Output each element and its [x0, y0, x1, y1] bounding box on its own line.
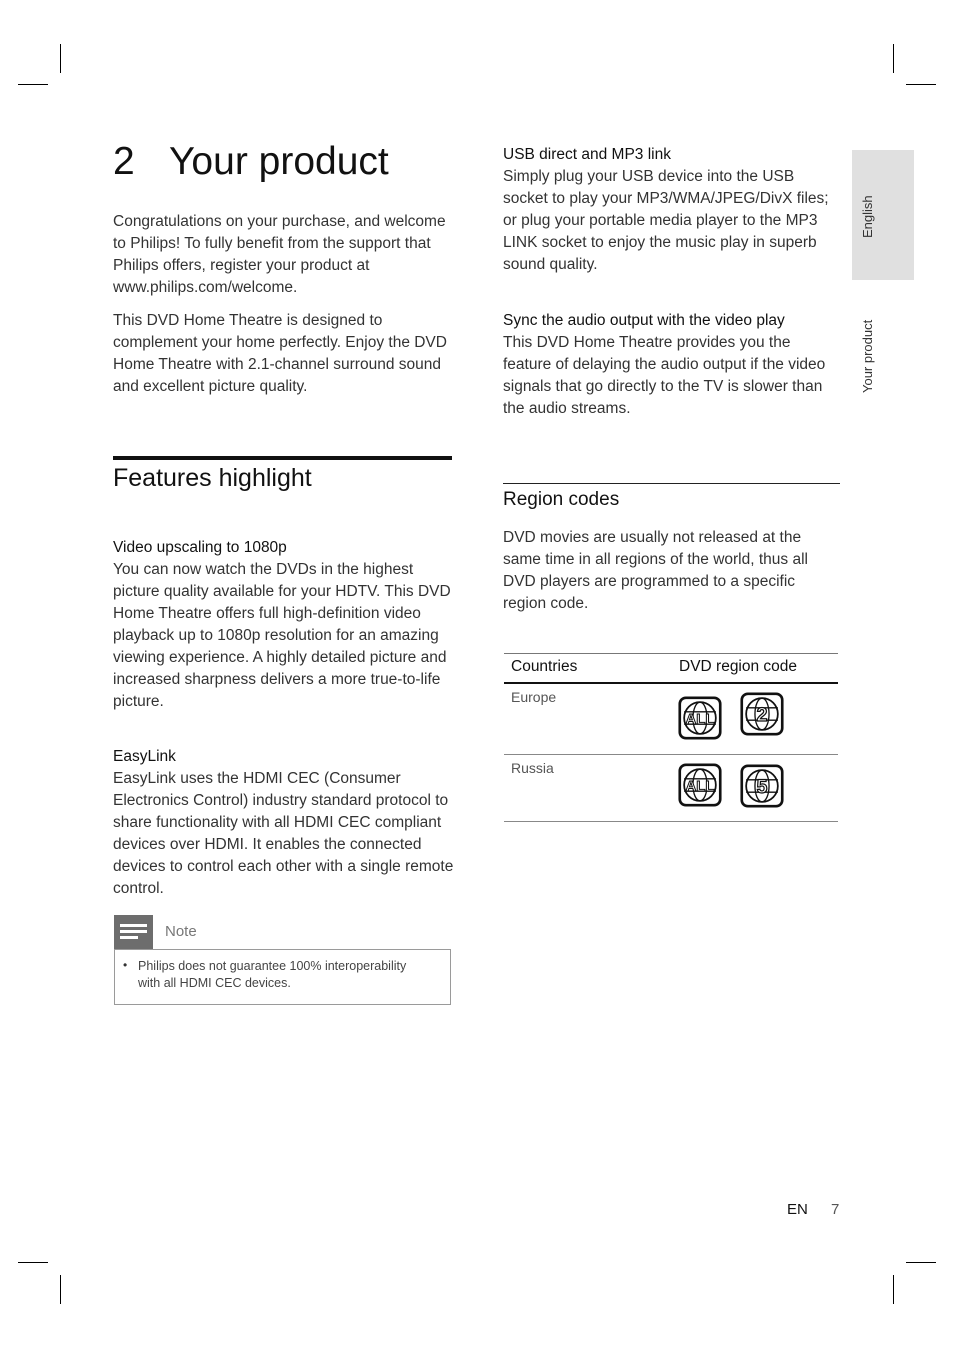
col-countries: Countries	[511, 658, 578, 675]
dvd-region-2-icon	[740, 692, 784, 741]
side-language-label: English	[860, 195, 875, 238]
crop-mark	[893, 44, 894, 73]
table-row	[504, 755, 838, 822]
note-bullet-text: Philips does not guarantee 100% interoperability with all HDMI CEC devices.	[138, 959, 407, 990]
intro-paragraph-1: Congratulations on your purchase, and welcome to Philips! To fully benefit from the support that Philips offers, register your product at www.philips.com/welcome.	[113, 213, 446, 296]
country-cell: Russia	[511, 760, 554, 776]
region-rule	[503, 483, 840, 484]
easylink-title: EasyLink	[113, 748, 176, 765]
footer-lang: EN	[787, 1201, 808, 1218]
dvd-code-label: 2	[756, 704, 768, 727]
note-header	[114, 915, 451, 949]
section-rule	[113, 456, 452, 460]
sync-body: This DVD Home Theatre provides you the feature of delaying the audio output if the video signals that go directly to the TV is slower than the audio streams.	[503, 334, 826, 417]
dvd-all-region-icon	[678, 696, 722, 745]
note-box	[114, 949, 451, 1005]
table-header	[504, 653, 838, 684]
crop-mark	[906, 1262, 936, 1263]
video-upscaling-title: Video upscaling to 1080p	[113, 539, 287, 556]
easylink-body: EasyLink uses the HDMI CEC (Consumer Electronics Control) industry standard protocol to share functionality with all HDMI CEC compliant devices over HDMI. It enables the connected devices to control each other with a single remote control.	[113, 770, 454, 897]
side-section-label: Your product	[860, 319, 875, 393]
dvd-code-label: 5	[756, 776, 768, 799]
features-heading: Features highlight	[113, 464, 312, 492]
page-number: 7	[831, 1201, 840, 1218]
intro-paragraph-2: This DVD Home Theatre is designed to complement your home perfectly. Enjoy the DVD Home Theatre with 2.1-channel surround sound and excellent picture quality.	[113, 312, 447, 395]
video-upscaling-body: You can now watch the DVDs in the highest picture quality available for your HDTV. This DVD Home Theatre offers full high-definition video playback up to 1080p resolution for an amazing viewing experience. A highly detailed picture and increased sharpness delivers a more true-to-life picture.	[113, 561, 451, 710]
col-dvd-region: DVD region code	[679, 658, 798, 675]
table-row	[504, 684, 838, 755]
dvd-all-region-icon	[678, 763, 722, 812]
country-cell: Europe	[511, 689, 557, 705]
note-label: Note	[165, 923, 197, 940]
note-icon	[114, 915, 153, 949]
page-title	[113, 140, 389, 184]
usb-title: USB direct and MP3 link	[503, 146, 671, 163]
dvd-code-label: ALL	[685, 711, 715, 729]
region-body: DVD movies are usually not released at the same time in all regions of the world, thus all DVD players are programmed to a specific region code.	[503, 529, 808, 612]
crop-mark	[18, 1262, 48, 1263]
crop-mark	[906, 84, 936, 85]
chapter-title: Your product	[169, 140, 389, 183]
chapter-number: 2	[113, 140, 135, 183]
dvd-code-label: ALL	[685, 778, 715, 796]
crop-mark	[18, 84, 48, 85]
crop-mark	[60, 44, 61, 73]
crop-mark	[60, 1275, 61, 1304]
bullet-icon: •	[123, 958, 128, 972]
region-heading: Region codes	[503, 489, 620, 510]
usb-body: Simply plug your USB device into the USB socket to play your MP3/WMA/JPEG/DivX files; or plug your portable media player to the MP3 LINK socket to enjoy the music play in superb sound quality.	[503, 168, 829, 273]
crop-mark	[893, 1275, 894, 1304]
sync-title: Sync the audio output with the video play	[503, 312, 785, 329]
region-table	[504, 653, 838, 822]
dvd-region-5-icon	[740, 764, 784, 813]
